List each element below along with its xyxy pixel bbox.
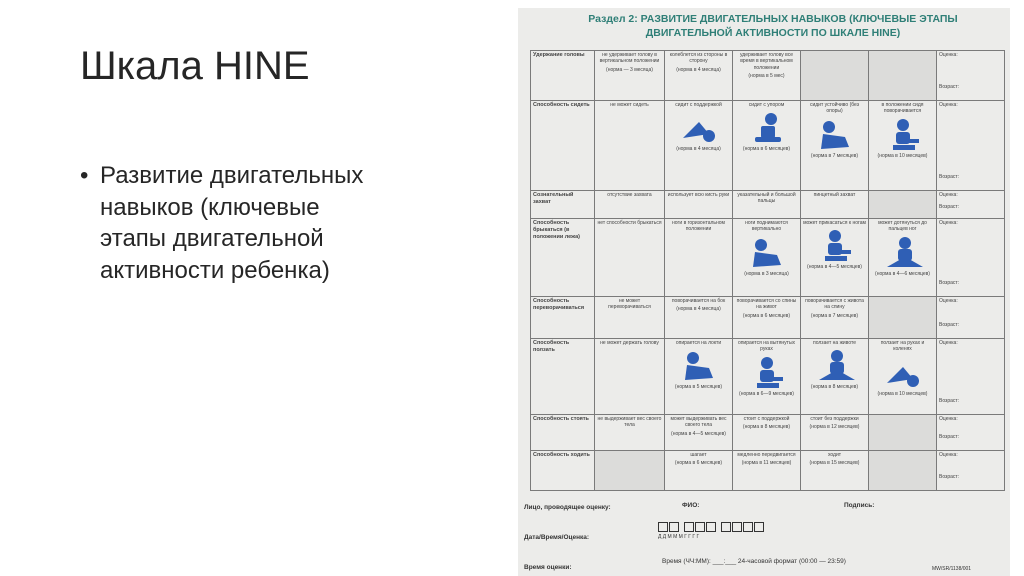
score-cell [937, 101, 1005, 191]
cell-text: не может переворачиваться [608, 298, 651, 311]
score-cell [937, 219, 1005, 297]
cell-text: не может держать голову [600, 340, 659, 346]
age-label: Возраст: [939, 434, 960, 441]
cell-text: ползает на руках и коленях [880, 340, 925, 353]
row-label: Способность переворачиваться [531, 297, 595, 339]
age-label: Возраст: [939, 174, 960, 181]
cell-text: может прикасаться к ногам [803, 220, 866, 226]
table-cell [801, 219, 869, 297]
norm-text: (норма в 4—5 месяцев) [807, 264, 862, 271]
cell-text: сидит с поддержкой [675, 102, 722, 108]
form-code: MW/SR/1138/001 [932, 566, 972, 572]
norm-text: (норма в 4 месяца) [676, 306, 721, 313]
norm-text: (норма в 12 месяцев) [809, 424, 860, 431]
table-cell [801, 451, 869, 491]
table-cell [869, 219, 937, 297]
norm-text: (норма в 8 месяцев) [810, 384, 859, 391]
table-cell [665, 339, 733, 415]
age-label: Возраст: [939, 474, 960, 481]
table-cell [733, 297, 801, 339]
score-label: Оценка: [939, 192, 958, 198]
section-title: Раздел 2: РАЗВИТИЕ ДВИГАТЕЛЬНЫХ НАВЫКОВ (КЛЮЧЕВЫЕ ЭТАПЫ ДВИГАТЕЛЬНОЙ АКТИВНОСТИ ПО ШКАЛЕ HINE) [588, 13, 958, 39]
row-label: Способность брыкаться (в положении лежа) [531, 219, 595, 297]
signature-label: Подпись: [844, 502, 875, 509]
score-cell [937, 415, 1005, 451]
table-cell [595, 297, 665, 339]
score-cell [937, 51, 1005, 101]
table-cell [869, 101, 937, 191]
table-cell [733, 339, 801, 415]
cell-text: поворачивается на бок [671, 298, 726, 304]
table-row [531, 451, 1005, 491]
table-cell [595, 339, 665, 415]
baby-posture-icon [735, 237, 798, 269]
score-label: Оценка: [939, 416, 958, 422]
cell-text: использует всю кисть руки [667, 192, 730, 198]
score-cell [937, 191, 1005, 219]
table-cell [595, 415, 665, 451]
time-format: Время (ЧЧ:ММ): ___:___ 24-часовой формат (00:00 — 23:59) [662, 558, 846, 565]
table-row [531, 101, 1005, 191]
row-label: Способность ползать [531, 339, 595, 415]
cell-text: стоит с поддержкой [743, 416, 790, 422]
bullet-dot-icon: • [80, 162, 89, 189]
cell-text: не может сидеть [610, 102, 649, 108]
norm-text: (норма в 4—6 месяцев) [875, 270, 930, 277]
cell-text: удерживает голову все время в вертикальном положении [739, 52, 794, 71]
cell-text: нет способности брыкаться [597, 220, 662, 226]
row-label: Сознательный захват [531, 191, 595, 219]
table-cell [733, 415, 801, 451]
norm-text: (норма в 6 месяцев) [674, 460, 723, 467]
table-cell [801, 191, 869, 219]
table-cell [595, 191, 665, 219]
cell-text: не удерживает голову в вертикальном положении [599, 52, 660, 65]
table-cell [595, 451, 665, 491]
score-label: Оценка: [939, 102, 958, 108]
cell-text: колеблется из стороны в сторону [669, 52, 728, 65]
table-cell [665, 451, 733, 491]
norm-text: (норма в 15 месяцев) [809, 460, 860, 467]
baby-posture-icon [871, 237, 934, 269]
row-label: Способность стоять [531, 415, 595, 451]
baby-posture-icon [871, 119, 934, 151]
norm-text: (норма в 11 месяцев) [741, 460, 792, 467]
baby-posture-icon [735, 357, 798, 389]
table-cell [595, 101, 665, 191]
table-cell [665, 51, 733, 101]
table-cell [869, 451, 937, 491]
age-label: Возраст: [939, 204, 960, 211]
cell-text: отсутствие захвата [607, 192, 652, 198]
score-label: Оценка: [939, 220, 958, 226]
baby-posture-icon [803, 350, 866, 382]
cell-text: медленно передвигается [737, 452, 796, 458]
score-label: Оценка: [939, 340, 958, 346]
cell-text: не выдерживает вес своего тела [597, 416, 662, 429]
table-row [531, 415, 1005, 451]
table-cell [869, 339, 937, 415]
cell-text: поворачивается со спины на живот [736, 298, 797, 311]
norm-text: (норма в 8 месяцев) [742, 424, 791, 431]
table-cell [665, 101, 733, 191]
bullet-text: Развитие двигательных навыков (ключевые этапы двигательной активности ребенка) [100, 162, 364, 285]
norm-text: (норма в 7 месяцев) [810, 312, 859, 319]
date-label: Дата/Время/Оценка: [524, 534, 590, 541]
age-label: Возраст: [939, 280, 960, 287]
norm-text: (норма в 7 месяцев) [810, 152, 859, 159]
norm-text: (норма в 5 мес) [748, 72, 785, 79]
table-cell [801, 51, 869, 101]
score-cell [937, 297, 1005, 339]
baby-posture-icon [803, 230, 866, 262]
baby-posture-icon [667, 112, 730, 144]
norm-text: (норма в 6 месяцев) [742, 312, 791, 319]
score-label: Оценка: [939, 452, 958, 458]
cell-text: может выдерживать вес своего тела [670, 416, 727, 429]
score-label: Оценка: [939, 298, 958, 304]
table-row [531, 219, 1005, 297]
table-cell [665, 415, 733, 451]
time-label: Время оценки: [524, 564, 572, 571]
table-row [531, 297, 1005, 339]
date-hint: Д Д М М М Г Г Г Г [658, 534, 700, 540]
hine-table [530, 50, 1005, 491]
cell-text: поворачивается с живота на спину [805, 298, 864, 311]
baby-posture-icon [803, 119, 866, 151]
score-label: Оценка: [939, 52, 958, 58]
norm-text: (норма в 6—9 месяцев) [739, 390, 794, 397]
table-row [531, 51, 1005, 101]
cell-text: в положении сидя поворачивается [881, 102, 924, 115]
table-cell [665, 219, 733, 297]
date-boxes [658, 522, 765, 534]
cell-text: пинцетный захват [813, 192, 856, 198]
score-cell [937, 339, 1005, 415]
table-cell [801, 415, 869, 451]
norm-text: (норма в 10 месяцев) [877, 152, 928, 159]
cell-text: шагает [690, 452, 707, 458]
table-cell [801, 297, 869, 339]
table-cell [869, 51, 937, 101]
table-cell [733, 191, 801, 219]
table-cell [869, 415, 937, 451]
assessor-label: Лицо, проводящее оценку: [524, 504, 611, 511]
table-cell [733, 219, 801, 297]
table-cell [801, 101, 869, 191]
norm-text: (норма в 6 месяцев) [742, 146, 791, 153]
baby-posture-icon [667, 350, 730, 382]
cell-text: сидит устойчиво (без опоры) [809, 102, 860, 115]
slide-title: Шкала HINE [80, 44, 310, 88]
cell-text: ноги поднимаются вертикально [745, 220, 788, 233]
bullet-item [80, 160, 380, 287]
table-cell [665, 297, 733, 339]
cell-text: опирается на локти [675, 340, 722, 346]
fio-label: ФИО: [682, 502, 700, 509]
norm-text: (норма в 10 месяцев) [877, 390, 928, 397]
norm-text: (норма в 3 месяца) [744, 270, 789, 277]
table-row [531, 339, 1005, 415]
table-cell [801, 339, 869, 415]
cell-text: опирается на вытянутых руках [737, 340, 796, 353]
cell-text: ползает на животе [812, 340, 857, 346]
norm-text: (норма в 4 месяца) [676, 146, 721, 153]
bullet-list [80, 160, 380, 287]
cell-text: стоит без поддержки [810, 416, 859, 422]
age-label: Возраст: [939, 84, 960, 91]
table-cell [869, 297, 937, 339]
table-cell [733, 451, 801, 491]
norm-text: (норма в 4 месяца) [676, 66, 721, 73]
table-cell [595, 219, 665, 297]
row-label: Удержание головы [531, 51, 595, 101]
table-cell [665, 191, 733, 219]
table-cell [595, 51, 665, 101]
norm-text: (норма — 3 месяца) [606, 66, 653, 73]
score-cell [937, 451, 1005, 491]
norm-text: (норма в 4—5 месяцев) [671, 430, 726, 437]
row-label: Способность сидеть [531, 101, 595, 191]
norm-text: (норма в 5 месяцев) [674, 384, 723, 391]
table-cell [733, 101, 801, 191]
cell-text: ходит [827, 452, 842, 458]
table-row [531, 191, 1005, 219]
cell-text: указательный и большой пальцы [737, 192, 796, 205]
age-label: Возраст: [939, 398, 960, 405]
cell-text: сидит с упором [748, 102, 785, 108]
cell-text: может дотянуться до пальцев ног [878, 220, 927, 233]
table-cell [869, 191, 937, 219]
baby-posture-icon [735, 112, 798, 144]
cell-text: ноги в горизонтальном положении [672, 220, 725, 233]
age-label: Возраст: [939, 322, 960, 329]
table-cell [733, 51, 801, 101]
row-label: Способность ходить [531, 451, 595, 491]
baby-posture-icon [871, 357, 934, 389]
scanned-document [518, 8, 1010, 576]
